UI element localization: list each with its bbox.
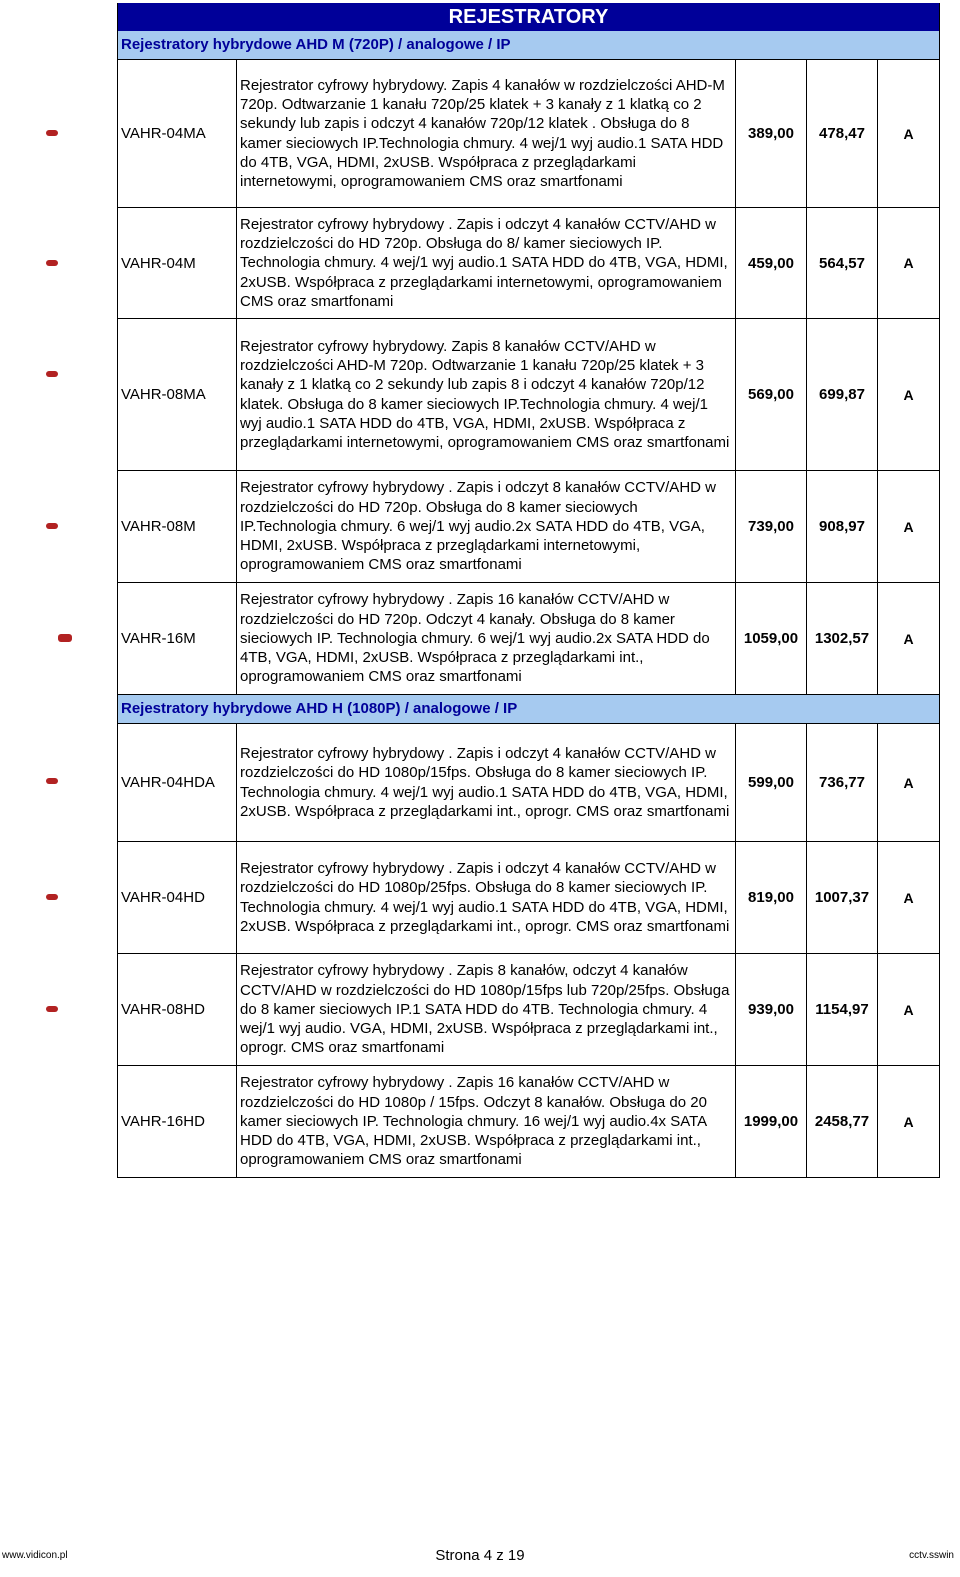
product-code: VAHR-04M	[118, 208, 237, 318]
availability: A	[903, 386, 914, 403]
footer-note: cctv.sswin	[909, 1550, 954, 1561]
product-code: VAHR-08M	[118, 471, 237, 582]
price-gross: 908,97	[807, 471, 878, 582]
product-code: VAHR-04MA	[118, 60, 237, 207]
price-net: 569,00	[736, 319, 807, 470]
table-row	[117, 318, 940, 471]
page-title: REJESTRATORY	[117, 3, 940, 31]
page-number: Strona 4 z 19	[435, 1547, 525, 1564]
footer-website: www.vidicon.pl	[2, 1550, 68, 1561]
availability: A	[903, 125, 914, 142]
availability: A	[903, 1001, 914, 1018]
table-row	[117, 841, 940, 954]
product-code: VAHR-16HD	[118, 1066, 237, 1177]
product-description: Rejestrator cyfrowy hybrydowy . Zapis 8 kanałów, odczyt 4 kanałów CCTV/AHD w rozdzielczości do HD 1080p/15fps lub 720p/25fps. Obsługa do 8 kamer sieciowych IP.1 SATA HDD do 4TB. Technologia chmury. 4 wej/1 wyj audio. VGA, HDMI, 2xUSB. Współpraca z przeglądarkami int., oprogr. CMS oraz smartfonami	[237, 954, 736, 1065]
product-description: Rejestrator cyfrowy hybrydowy . Zapis i odczyt 4 kanałów CCTV/AHD w rozdzielczości do HD 1080p/25fps. Obsługa do 8 kamer sieciowych IP. Technologia chmury. 4 wej/1 wyj audio.1 SATA HDD do 4TB, VGA, HDMI, 2xUSB. Współpraca z przeglądarkami int., oprogr. CMS oraz smartfonami	[237, 842, 736, 953]
availability: A	[903, 774, 914, 791]
price-gross: 2458,77	[807, 1066, 878, 1177]
availability: A	[903, 518, 914, 535]
availability: A	[903, 630, 914, 647]
product-description: Rejestrator cyfrowy hybrydowy . Zapis 16 kanałów CCTV/AHD w rozdzielczości do HD 1080p / 15fps. Odczyt 8 kanałów. Obsługa do 20 kamer sieciowych IP. Technologia chmury. 16 wej/1 wyj audio.4x SATA HDD do 4TB, VGA, HDMI, 2xUSB. Współpraca z przeglądarkami int., oprogramowaniem CMS oraz smartfonami	[237, 1066, 736, 1177]
product-description: Rejestrator cyfrowy hybrydowy . Zapis i odczyt 8 kanałów CCTV/AHD w rozdzielczości do HD 720p. Obsługa do 8 kamer sieciowych IP.Technologia chmury. 6 wej/1 wyj audio.2x SATA HDD do 4TB, VGA, HDMI, 2xUSB. Współpraca z przeglądarkami internetowymi, oprogramowaniem CMS oraz smartfonami	[237, 471, 736, 582]
price-list-table	[117, 3, 940, 1178]
table-row	[117, 59, 940, 208]
product-code: VAHR-08HD	[118, 954, 237, 1065]
product-code: VAHR-08MA	[118, 319, 237, 470]
table-row	[117, 582, 940, 695]
product-description: Rejestrator cyfrowy hybrydowy . Zapis i odczyt 4 kanałów CCTV/AHD w rozdzielczości do HD 1080p/15fps. Obsługa do 8 kamer sieciowych IP. Technologia chmury. 4 wej/1 wyj audio.1 SATA HDD do 4TB, VGA, HDMI, 2xUSB. Współpraca z przeglądarkami int., oprogr. CMS oraz smartfonami	[237, 724, 736, 841]
price-net: 1059,00	[736, 583, 807, 694]
product-description: Rejestrator cyfrowy hybrydowy . Zapis 16 kanałów CCTV/AHD w rozdzielczości do HD 720p. Odczyt 4 kanały. Obsługa do 8 kamer sieciowych IP. Technologia chmury. 6 wej/1 wyj audio.2x SATA HDD do 4TB, VGA, HDMI, 2xUSB. Współpraca z przeglądarkami int., oprogramowaniem CMS oraz smartfonami	[237, 583, 736, 694]
price-net: 389,00	[736, 60, 807, 207]
table-row	[117, 470, 940, 583]
product-description: Rejestrator cyfrowy hybrydowy. Zapis 4 kanałów w rozdzielczości AHD-M 720p. Odtwarzanie 1 kanału 720p/25 klatek + 3 kanały z 1 klatką co 2 sekundy lub zapis i odczyt 4 kanałów 720p/12 klatek . Obsługa do 8 kamer sieciowych IP.Technologia chmury. 4 wej/1 wyj audio.1 SATA HDD do 4TB, VGA, HDMI, 2xUSB. Współpraca z przeglądarkami internetowymi, oprogramowaniem CMS oraz smartfonami	[237, 60, 736, 207]
table-row	[117, 1065, 940, 1178]
price-gross: 1302,57	[807, 583, 878, 694]
product-code: VAHR-16M	[118, 583, 237, 694]
price-net: 939,00	[736, 954, 807, 1065]
price-gross: 736,77	[807, 724, 878, 841]
section-heading-1080p: Rejestratory hybrydowe AHD H (1080P) / analogowe / IP	[117, 695, 940, 723]
product-description: Rejestrator cyfrowy hybrydowy . Zapis i odczyt 4 kanałów CCTV/AHD w rozdzielczości do HD 720p. Obsługa do 8/ kamer sieciowych IP. Technologia chmury. 4 wej/1 wyj audio.1 SATA HDD do 4TB, VGA, HDMI, 2xUSB. Współpraca z przeglądarkami internetowymi, oprogramowaniem CMS oraz smartfonami	[237, 208, 736, 318]
availability: A	[903, 1113, 914, 1130]
table-row	[117, 953, 940, 1066]
price-net: 819,00	[736, 842, 807, 953]
table-row	[117, 207, 940, 319]
price-gross: 699,87	[807, 319, 878, 470]
section-heading-720p: Rejestratory hybrydowe AHD M (720P) / analogowe / IP	[117, 31, 940, 59]
product-code: VAHR-04HDA	[118, 724, 237, 841]
price-net: 459,00	[736, 208, 807, 318]
price-gross: 478,47	[807, 60, 878, 207]
price-net: 1999,00	[736, 1066, 807, 1177]
product-code: VAHR-04HD	[118, 842, 237, 953]
availability: A	[903, 255, 914, 271]
price-gross: 1007,37	[807, 842, 878, 953]
price-net: 599,00	[736, 724, 807, 841]
availability: A	[903, 889, 914, 906]
price-gross: 564,57	[807, 208, 878, 318]
table-row	[117, 723, 940, 842]
price-gross: 1154,97	[807, 954, 878, 1065]
product-description: Rejestrator cyfrowy hybrydowy. Zapis 8 kanałów CCTV/AHD w rozdzielczości AHD-M 720p. Odtwarzanie 1 kanału 720p/25 klatek + 3 kanały z 1 klatką co 2 sekundy lub zapis 8 i odczyt 4 kanałów 720p/12 klatek. Obsługa do 8 kamer sieciowych IP.Technologia chmury. 4 wej/1 wyj audio.1 SATA HDD do 4TB, VGA, HDMI, 2xUSB. Współpraca z przeglądarkami internetowymi, oprogramowaniem CMS oraz smartfonami	[237, 319, 736, 470]
price-net: 739,00	[736, 471, 807, 582]
